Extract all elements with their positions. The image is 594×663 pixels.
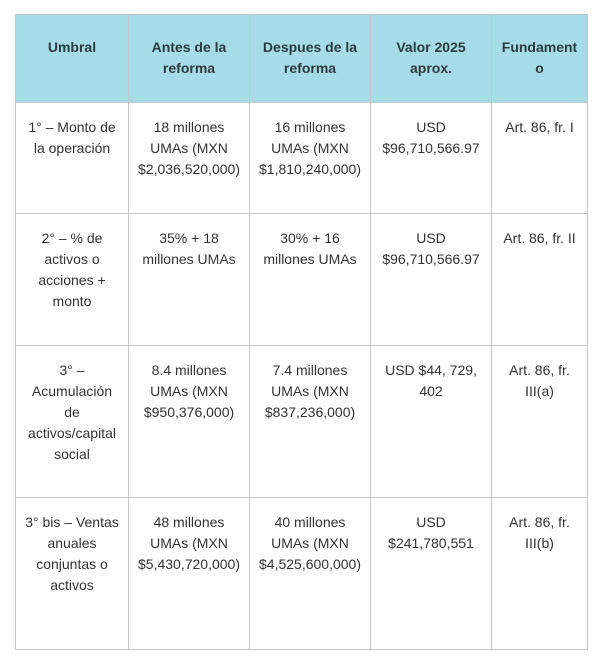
cell-fundamento: Art. 86, fr. I xyxy=(492,103,588,214)
cell-valor: USD $241,780,551 xyxy=(371,498,492,650)
cell-antes: 8.4 millones UMAs (MXN $950,376,000) xyxy=(129,346,250,498)
table-row xyxy=(16,346,588,498)
cell-valor: USD $96,710,566.97 xyxy=(371,103,492,214)
cell-antes: 18 millones UMAs (MXN $2,036,520,000) xyxy=(129,103,250,214)
cell-antes: 35% + 18 millones UMAs xyxy=(129,214,250,346)
cell-valor: USD $96,710,566.97 xyxy=(371,214,492,346)
thresholds-table xyxy=(15,14,588,650)
cell-umbral: 3° bis – Ventas anuales conjuntas o activos xyxy=(16,498,129,650)
header-antes: Antes de la reforma xyxy=(129,15,250,103)
cell-fundamento: Art. 86, fr. III(b) xyxy=(492,498,588,650)
cell-umbral: 2° – % de activos o acciones + monto xyxy=(16,214,129,346)
cell-despues: 40 millones UMAs (MXN $4,525,600,000) xyxy=(250,498,371,650)
table-row xyxy=(16,498,588,650)
cell-umbral: 3° – Acumulación de activos/capital social xyxy=(16,346,129,498)
thresholds-table-container xyxy=(15,14,588,650)
cell-fundamento: Art. 86, fr. II xyxy=(492,214,588,346)
cell-despues: 30% + 16 millones UMAs xyxy=(250,214,371,346)
cell-fundamento: Art. 86, fr. III(a) xyxy=(492,346,588,498)
cell-antes: 48 millones UMAs (MXN $5,430,720,000) xyxy=(129,498,250,650)
header-umbral: Umbral xyxy=(16,15,129,103)
header-valor-2025: Valor 2025 aprox. xyxy=(371,15,492,103)
header-despues: Despues de la reforma xyxy=(250,15,371,103)
cell-despues: 16 millones UMAs (MXN $1,810,240,000) xyxy=(250,103,371,214)
table-row xyxy=(16,214,588,346)
cell-despues: 7.4 millones UMAs (MXN $837,236,000) xyxy=(250,346,371,498)
cell-valor: USD $44, 729, 402 xyxy=(371,346,492,498)
table-header-row xyxy=(16,15,588,103)
table-row xyxy=(16,103,588,214)
cell-umbral: 1° – Monto de la operación xyxy=(16,103,129,214)
header-fundamento: Fundamento xyxy=(492,15,588,103)
